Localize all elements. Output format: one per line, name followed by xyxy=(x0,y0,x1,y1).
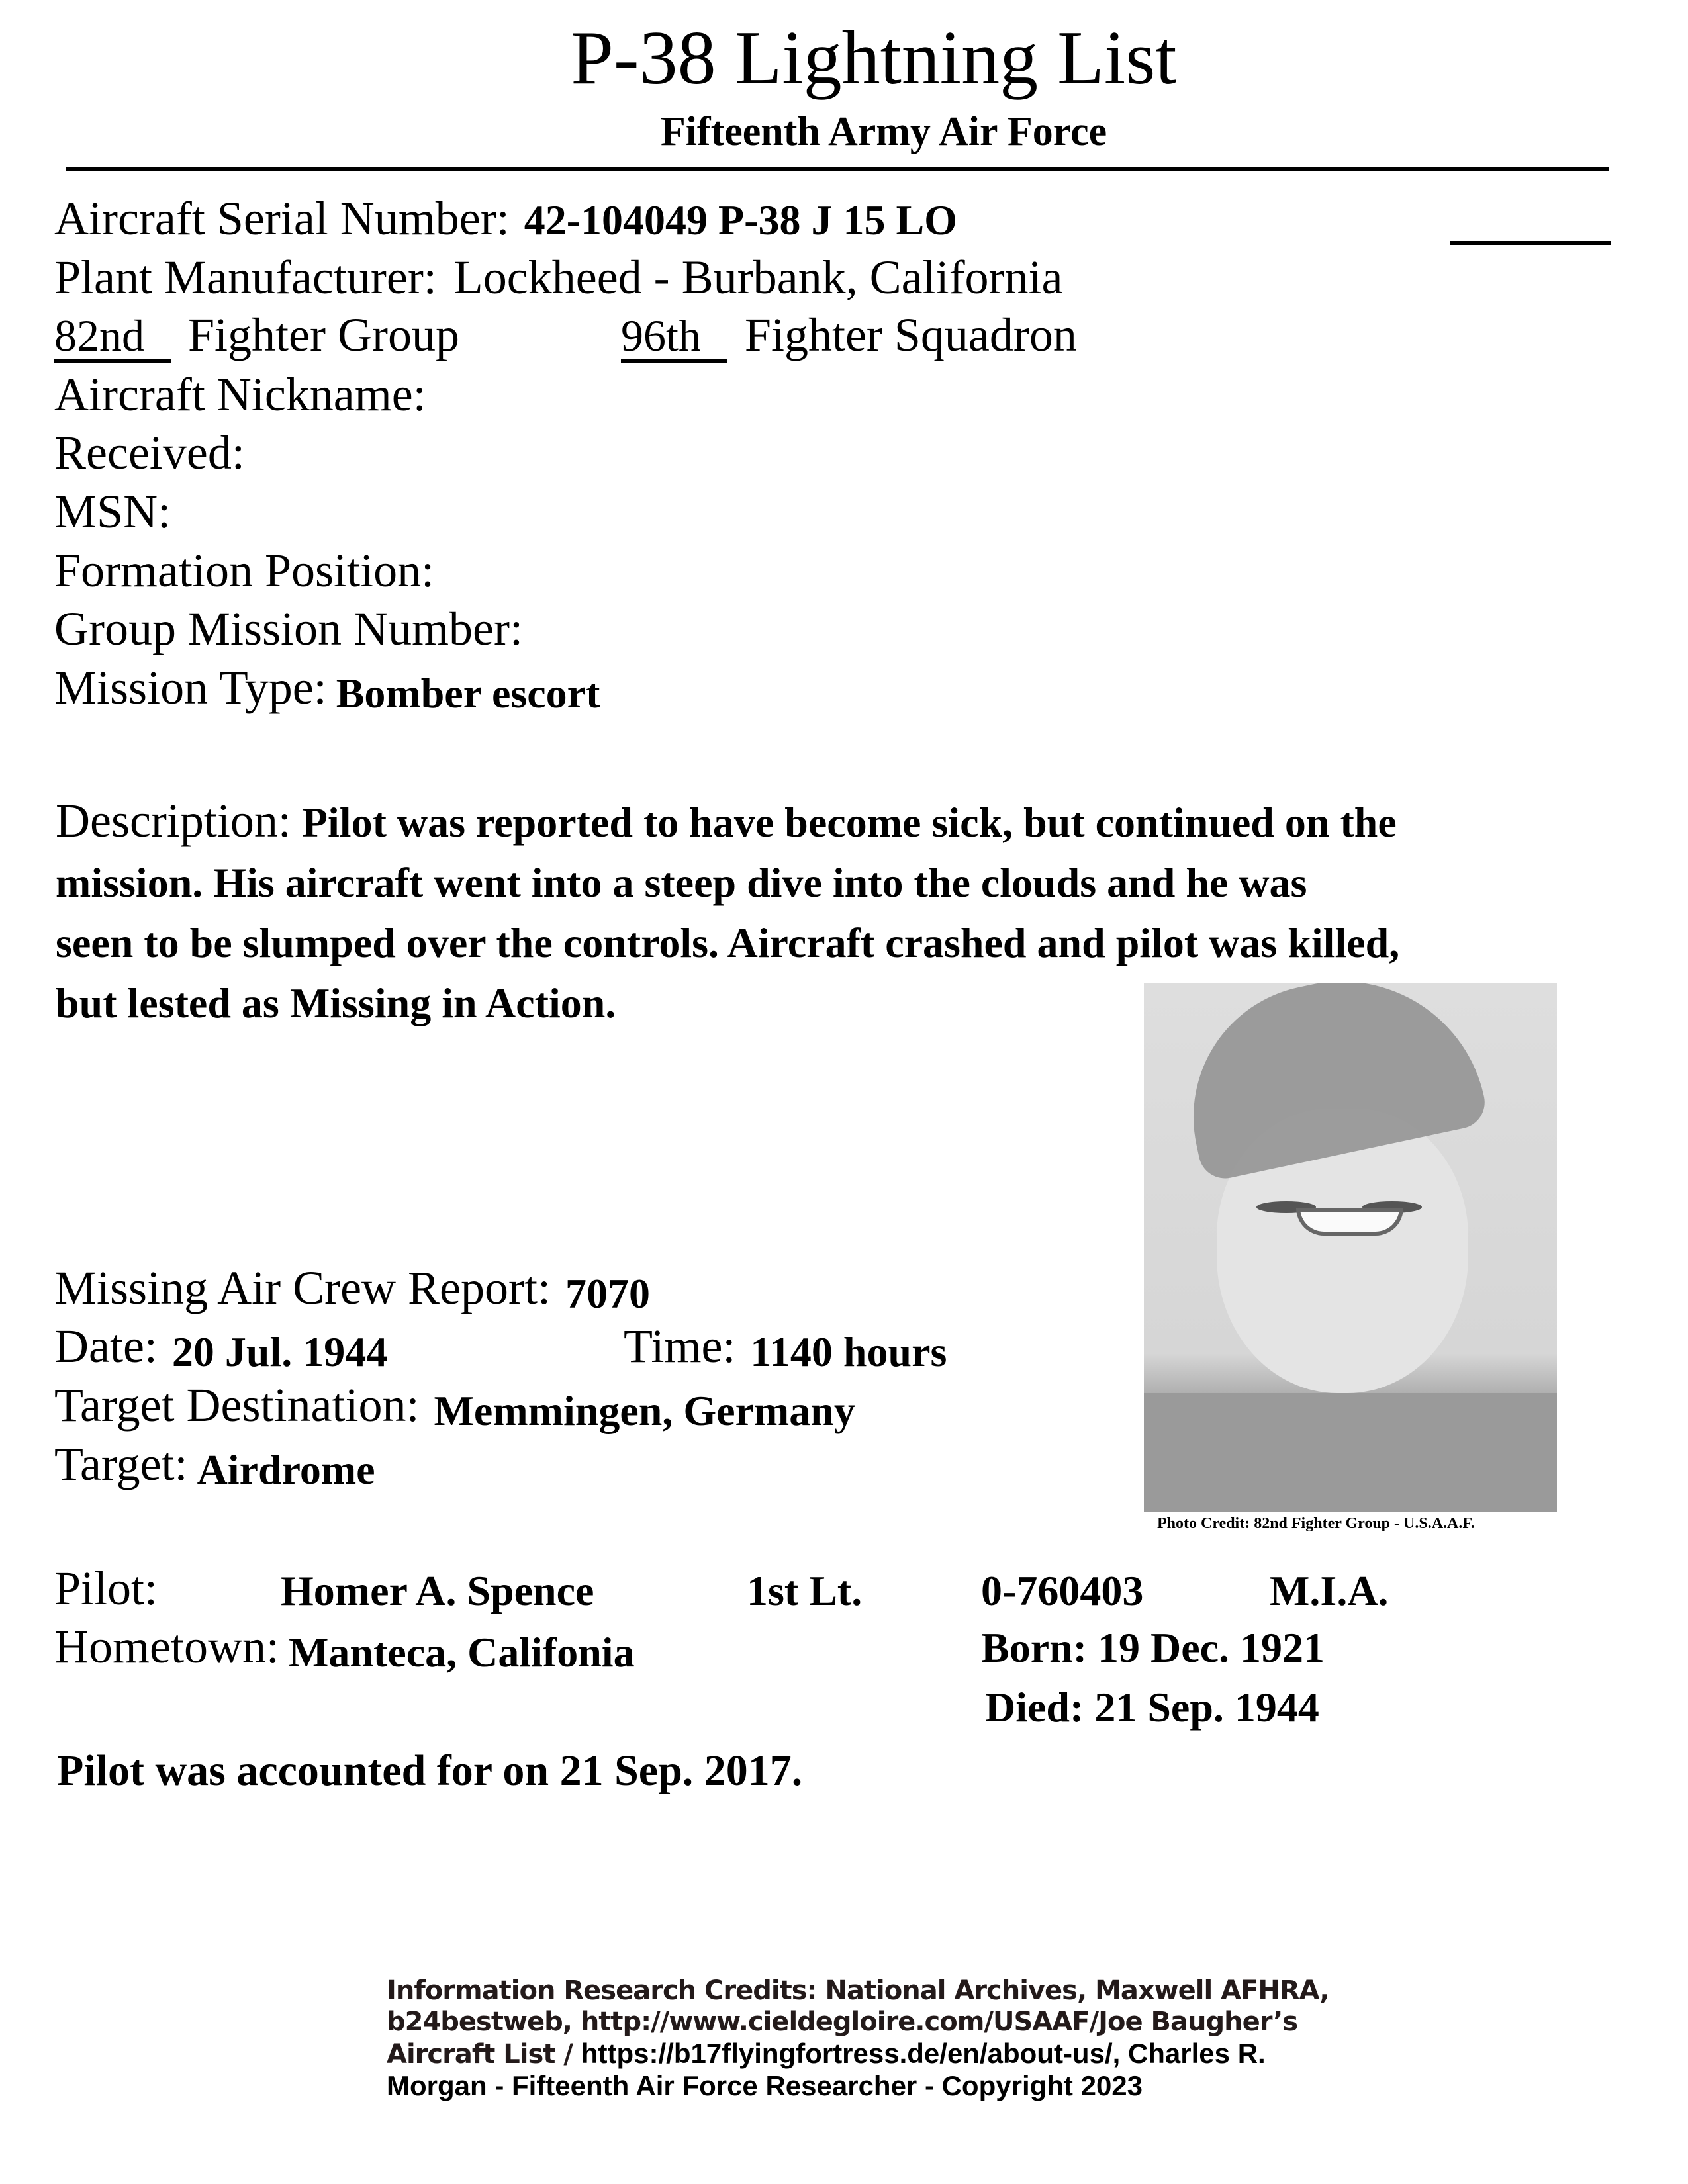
date-label: Date: xyxy=(54,1320,158,1373)
macr-label: Missing Air Crew Report: xyxy=(54,1261,551,1314)
pilot-photo xyxy=(1144,983,1557,1512)
hometown-row xyxy=(54,1620,635,1676)
description-line-4: but lested as Missing in Action. xyxy=(56,979,616,1026)
hometown-label: Hometown: xyxy=(54,1620,279,1673)
credits-line-1: Information Research Credits: National Archives, Maxwell AFHRA, xyxy=(387,1976,1329,2006)
description-line-3: seen to be slumped over the controls. Aircraft crashed and pilot was killed, xyxy=(56,919,1400,966)
description-line-2: mission. His aircraft went into a steep dive into the clouds and he was xyxy=(56,859,1307,906)
target-value: Airdrome xyxy=(197,1446,375,1493)
target-destination-label: Target Destination: xyxy=(54,1379,420,1432)
group-mission-number-label: Group Mission Number: xyxy=(54,602,523,655)
fighter-group-label: Fighter Group xyxy=(188,308,459,361)
fighter-squadron-label: Fighter Squadron xyxy=(744,308,1077,361)
received-label: Received: xyxy=(54,426,245,479)
pilot-born: Born: 19 Dec. 1921 xyxy=(981,1624,1325,1671)
unit-row xyxy=(54,308,459,363)
mission-type-row xyxy=(54,661,600,717)
date-value: 20 Jul. 1944 xyxy=(171,1328,388,1375)
serial-number-label: Aircraft Serial Number: xyxy=(54,192,510,245)
pilot-died: Died: 21 Sep. 1944 xyxy=(985,1684,1319,1731)
target-row xyxy=(54,1437,375,1493)
date-row xyxy=(54,1320,388,1375)
serial-number-row xyxy=(54,192,957,245)
header-divider xyxy=(66,167,1609,171)
research-credits xyxy=(387,1976,1380,2101)
photo-credit: Photo Credit: 82nd Fighter Group - U.S.A.A.F. xyxy=(1157,1515,1475,1532)
pilot-status: M.I.A. xyxy=(1270,1567,1389,1614)
nickname-label: Aircraft Nickname: xyxy=(54,368,426,421)
description-label: Description: xyxy=(56,794,291,847)
credits-line-4: Morgan - Fifteenth Air Force Researcher - Copyright 2023 xyxy=(387,2070,1143,2101)
fighter-squadron-value: 96th xyxy=(621,312,727,363)
macr-value: 7070 xyxy=(565,1270,650,1317)
target-destination-value: Memmingen, Germany xyxy=(434,1387,855,1434)
target-destination-row xyxy=(54,1379,855,1434)
manufacturer-label: Plant Manufacturer: xyxy=(54,251,437,304)
photo-garrison-cap xyxy=(1169,983,1489,1183)
pilot-rank: 1st Lt. xyxy=(747,1567,863,1614)
macr-row xyxy=(54,1261,650,1317)
photo-smile xyxy=(1296,1208,1403,1236)
formation-position-label: Formation Position: xyxy=(54,544,435,597)
mission-type-label: Mission Type: xyxy=(54,661,327,714)
time-row xyxy=(624,1320,947,1375)
serial-number-value: 42-104049 P-38 J 15 LO xyxy=(524,197,957,244)
accounted-for-note: Pilot was accounted for on 21 Sep. 2017. xyxy=(57,1747,803,1795)
manufacturer-value: Lockheed - Burbank, California xyxy=(453,251,1063,304)
page-title: P-38 Lightning List xyxy=(571,16,1177,101)
page-subtitle: Fifteenth Army Air Force xyxy=(660,109,1107,154)
blank-fill-line xyxy=(1450,241,1611,245)
squadron-row xyxy=(621,308,1077,363)
fighter-group-value: 82nd xyxy=(54,312,171,363)
pilot-name: Homer A. Spence xyxy=(281,1567,594,1614)
photo-uniform xyxy=(1144,1393,1557,1512)
credits-line-3a: Aircraft List / xyxy=(387,2039,581,2070)
time-label: Time: xyxy=(624,1320,736,1373)
target-label: Target: xyxy=(54,1437,188,1490)
credits-line-2: b24bestweb, http://www.cieldegloire.com/USAAF/Joe Baugher’s xyxy=(387,2007,1298,2037)
pilot-service-number: 0-760403 xyxy=(981,1567,1144,1614)
msn-label: MSN: xyxy=(54,485,171,538)
manufacturer-row xyxy=(54,251,1063,304)
description-line-1: Pilot was reported to have become sick, but continued on the xyxy=(301,799,1397,846)
pilot-label: Pilot: xyxy=(54,1562,158,1615)
hometown-value: Manteca, Califonia xyxy=(288,1629,635,1676)
mission-type-value: Bomber escort xyxy=(336,670,600,717)
time-value: 1140 hours xyxy=(750,1328,947,1375)
credits-line-3b: https://b17flyingfortress.de/en/about-us/, Charles R. xyxy=(581,2038,1266,2069)
credits-line-3 xyxy=(387,2038,1380,2070)
